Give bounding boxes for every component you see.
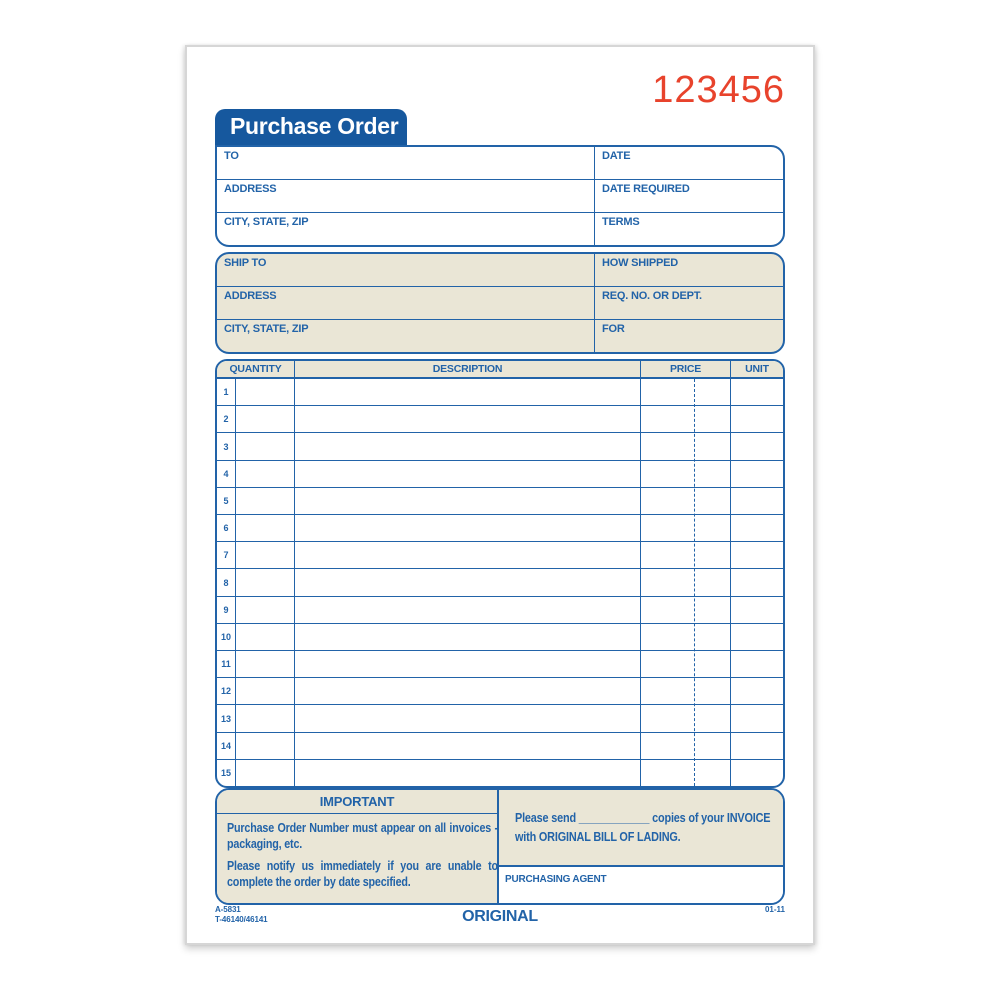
line-item-table bbox=[215, 359, 785, 788]
table-row bbox=[217, 433, 783, 460]
row-number: 7 bbox=[217, 542, 236, 568]
unit-cell bbox=[731, 433, 783, 459]
quantity-cell bbox=[236, 733, 295, 759]
form-row bbox=[217, 213, 783, 245]
form-row bbox=[217, 254, 783, 287]
invoice-note-line: with ORIGINAL BILL OF LADING. bbox=[515, 829, 681, 844]
description-cell bbox=[295, 705, 641, 731]
form-row bbox=[217, 147, 783, 180]
quantity-cell bbox=[236, 488, 295, 514]
unit-header: UNIT bbox=[745, 363, 769, 375]
date-field: DATE bbox=[602, 150, 631, 162]
price-cell bbox=[641, 651, 731, 677]
price-decimal-divider bbox=[694, 379, 695, 786]
quantity-cell bbox=[236, 760, 295, 786]
terms-field: TERMS bbox=[602, 216, 640, 228]
description-cell bbox=[295, 433, 641, 459]
ship-to-field: SHIP TO bbox=[217, 254, 595, 286]
price-cell bbox=[641, 624, 731, 650]
copy-type-label: ORIGINAL bbox=[462, 908, 538, 925]
quantity-cell bbox=[236, 461, 295, 487]
price-cell bbox=[641, 488, 731, 514]
quantity-cell bbox=[236, 515, 295, 541]
price-cell bbox=[641, 678, 731, 704]
unit-cell bbox=[731, 597, 783, 623]
price-cell bbox=[641, 569, 731, 595]
table-row bbox=[217, 542, 783, 569]
quantity-cell bbox=[236, 705, 295, 731]
how-shipped-field: HOW SHIPPED bbox=[602, 257, 679, 269]
price-cell bbox=[641, 597, 731, 623]
table-row bbox=[217, 733, 783, 760]
unit-cell bbox=[731, 569, 783, 595]
unit-cell bbox=[731, 488, 783, 514]
important-box bbox=[217, 790, 499, 903]
description-cell bbox=[295, 624, 641, 650]
invoice-note-line: Please send ____________ copies of your INVOICE bbox=[515, 811, 771, 825]
date-required-field: DATE REQUIRED bbox=[602, 183, 690, 195]
description-cell bbox=[295, 379, 641, 405]
row-number: 1 bbox=[217, 379, 236, 405]
quantity-cell bbox=[236, 569, 295, 595]
important-paragraph: Please notify us immediately if you are unable to complete the order by date specified. bbox=[227, 859, 498, 889]
quantity-cell bbox=[236, 678, 295, 704]
req-no-dept-field: REQ. NO. OR DEPT. bbox=[602, 290, 702, 302]
row-number: 2 bbox=[217, 406, 236, 432]
unit-cell bbox=[731, 624, 783, 650]
table-body bbox=[217, 379, 783, 786]
description-cell bbox=[295, 760, 641, 786]
quantity-header: QUANTITY bbox=[217, 361, 295, 377]
form-number: A-5831 bbox=[215, 905, 241, 914]
quantity-cell bbox=[236, 406, 295, 432]
price-cell bbox=[641, 760, 731, 786]
table-row bbox=[217, 569, 783, 596]
row-number: 14 bbox=[217, 733, 236, 759]
reorder-number: T-46140/46141 bbox=[215, 914, 268, 924]
description-cell bbox=[295, 488, 641, 514]
description-cell bbox=[295, 678, 641, 704]
important-text bbox=[217, 814, 497, 897]
bottom-notes bbox=[215, 788, 785, 905]
price-cell bbox=[641, 461, 731, 487]
quantity-cell bbox=[236, 624, 295, 650]
important-title: IMPORTANT bbox=[217, 790, 497, 814]
form-row bbox=[217, 180, 783, 213]
unit-cell bbox=[731, 678, 783, 704]
description-cell bbox=[295, 651, 641, 677]
unit-cell bbox=[731, 515, 783, 541]
unit-cell bbox=[731, 705, 783, 731]
ship-city-state-zip-field: CITY, STATE, ZIP bbox=[217, 320, 595, 352]
price-cell bbox=[641, 406, 731, 432]
unit-cell bbox=[731, 406, 783, 432]
unit-cell bbox=[731, 760, 783, 786]
price-cell bbox=[641, 542, 731, 568]
table-row bbox=[217, 597, 783, 624]
quantity-cell bbox=[236, 597, 295, 623]
invoice-note bbox=[499, 790, 785, 865]
description-header: DESCRIPTION bbox=[295, 361, 641, 377]
price-cell bbox=[641, 705, 731, 731]
row-number: 15 bbox=[217, 760, 236, 786]
row-number: 11 bbox=[217, 651, 236, 677]
row-number: 5 bbox=[217, 488, 236, 514]
unit-cell bbox=[731, 379, 783, 405]
unit-cell bbox=[731, 733, 783, 759]
description-cell bbox=[295, 597, 641, 623]
quantity-cell bbox=[236, 379, 295, 405]
price-cell bbox=[641, 379, 731, 405]
quantity-cell bbox=[236, 542, 295, 568]
description-cell bbox=[295, 515, 641, 541]
bill-to-section bbox=[215, 145, 785, 247]
quantity-cell bbox=[236, 651, 295, 677]
purchase-order-sheet bbox=[185, 45, 815, 945]
price-cell bbox=[641, 515, 731, 541]
description-cell bbox=[295, 406, 641, 432]
row-number: 6 bbox=[217, 515, 236, 541]
revision-code: 01-11 bbox=[764, 905, 785, 914]
table-row bbox=[217, 488, 783, 515]
table-row bbox=[217, 705, 783, 732]
ship-address-field: ADDRESS bbox=[217, 287, 595, 319]
price-header: PRICE bbox=[641, 361, 731, 377]
unit-cell bbox=[731, 542, 783, 568]
quantity-cell bbox=[236, 433, 295, 459]
row-number: 4 bbox=[217, 461, 236, 487]
to-field: TO bbox=[217, 147, 595, 179]
table-row bbox=[217, 651, 783, 678]
description-cell bbox=[295, 733, 641, 759]
table-row bbox=[217, 678, 783, 705]
description-cell bbox=[295, 461, 641, 487]
row-number: 12 bbox=[217, 678, 236, 704]
table-header bbox=[217, 361, 783, 379]
purchasing-agent-label: PURCHASING AGENT bbox=[505, 874, 607, 885]
order-number: 123456 bbox=[652, 69, 785, 111]
row-number: 8 bbox=[217, 569, 236, 595]
invoice-instructions-box bbox=[499, 790, 785, 903]
row-number: 13 bbox=[217, 705, 236, 731]
table-row bbox=[217, 461, 783, 488]
table-row bbox=[217, 515, 783, 542]
price-cell bbox=[641, 733, 731, 759]
purchase-order-tab: Purchase Order bbox=[215, 109, 407, 145]
table-row bbox=[217, 379, 783, 406]
unit-cell bbox=[731, 651, 783, 677]
for-field: FOR bbox=[602, 323, 625, 335]
unit-cell bbox=[731, 461, 783, 487]
description-cell bbox=[295, 569, 641, 595]
table-row bbox=[217, 406, 783, 433]
purchasing-agent-box bbox=[499, 865, 785, 903]
row-number: 10 bbox=[217, 624, 236, 650]
table-row bbox=[217, 624, 783, 651]
address-field: ADDRESS bbox=[217, 180, 595, 212]
description-cell bbox=[295, 542, 641, 568]
form-row bbox=[217, 320, 783, 352]
city-state-zip-field: CITY, STATE, ZIP bbox=[217, 213, 595, 245]
ship-to-section bbox=[215, 252, 785, 354]
price-cell bbox=[641, 433, 731, 459]
table-row bbox=[217, 760, 783, 786]
form-row bbox=[217, 287, 783, 320]
row-number: 9 bbox=[217, 597, 236, 623]
important-paragraph: Purchase Order Number must appear on all invoices - packaging, etc. bbox=[227, 821, 498, 851]
row-number: 3 bbox=[217, 433, 236, 459]
